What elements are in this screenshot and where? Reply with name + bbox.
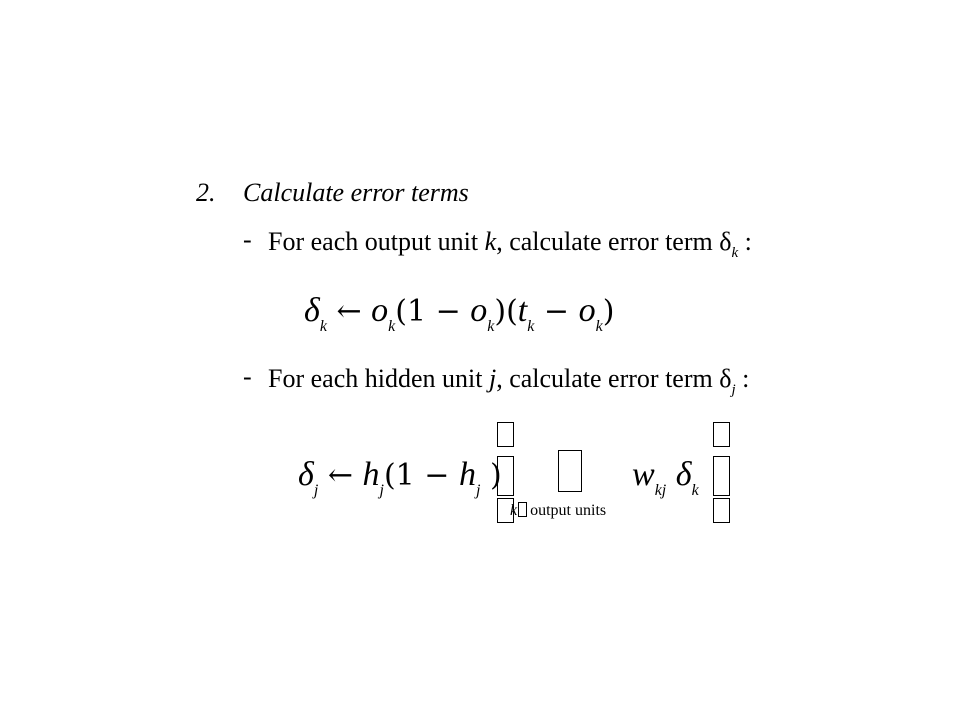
eq-paren: ) xyxy=(480,458,502,493)
bullet-text-prefix: For each hidden unit xyxy=(268,364,489,393)
missing-glyph-box xyxy=(518,502,527,517)
bullet-sub: j xyxy=(731,382,736,398)
output-error-equation xyxy=(304,292,615,335)
bullet-dash: - xyxy=(243,362,252,391)
missing-glyph-box xyxy=(497,456,514,496)
bullet-text-middle: , calculate error term δ xyxy=(496,364,732,393)
step-number: 2. xyxy=(196,178,216,207)
eq-sub: j xyxy=(379,482,384,499)
bullet-var: j xyxy=(488,364,497,393)
bullet-sub: k xyxy=(731,245,739,261)
eq-o: o xyxy=(470,292,488,329)
eq-arrow: ← xyxy=(336,294,372,329)
bullet-text-suffix: : xyxy=(738,227,752,256)
bullet-var: k xyxy=(484,227,497,256)
bullet-text-middle: , calculate error term δ xyxy=(496,227,732,256)
eq-minus: − xyxy=(534,294,579,329)
eq-paren: (1 − xyxy=(383,458,459,493)
sum-index: k xyxy=(510,502,518,519)
step-title: Calculate error terms xyxy=(243,178,469,207)
bullet-output-unit-text xyxy=(268,227,752,261)
eq-paren: ) xyxy=(602,294,615,329)
eq-t: t xyxy=(517,292,528,329)
weighted-delta-term xyxy=(632,456,699,499)
eq-delta: δ xyxy=(304,292,320,329)
eq-sub: k xyxy=(595,318,603,335)
eq-paren: )( xyxy=(494,294,518,329)
eq-sub: j xyxy=(475,482,481,499)
sum-subscript xyxy=(510,502,606,520)
eq-delta: δ xyxy=(298,456,314,493)
eq-h: h xyxy=(458,456,476,493)
eq-sub: kj xyxy=(654,482,667,499)
bullet-dash: - xyxy=(243,225,252,254)
missing-glyph-box xyxy=(497,422,514,447)
missing-glyph-box xyxy=(713,456,730,496)
eq-sub: k xyxy=(527,318,535,335)
missing-glyph-box xyxy=(558,450,582,492)
sum-range-label: output units xyxy=(530,502,607,519)
eq-o: o xyxy=(371,292,389,329)
missing-glyph-box xyxy=(713,422,730,447)
eq-paren: (1 − xyxy=(395,294,471,329)
eq-sub: k xyxy=(691,482,699,499)
eq-o: o xyxy=(578,292,596,329)
missing-glyph-box xyxy=(497,498,514,523)
eq-sub: k xyxy=(319,318,327,335)
bullet-text-suffix: : xyxy=(735,364,750,393)
bullet-text-prefix: For each output unit xyxy=(268,227,485,256)
hidden-error-equation xyxy=(298,456,502,499)
bullet-hidden-unit-text xyxy=(268,364,750,398)
eq-arrow: ← xyxy=(327,458,363,493)
eq-sub: k xyxy=(487,318,495,335)
eq-delta: δ xyxy=(675,456,692,493)
missing-glyph-box xyxy=(713,498,730,523)
eq-h: h xyxy=(362,456,380,493)
eq-sub: k xyxy=(388,318,396,335)
eq-sub: j xyxy=(313,482,319,499)
eq-w: w xyxy=(632,456,655,493)
